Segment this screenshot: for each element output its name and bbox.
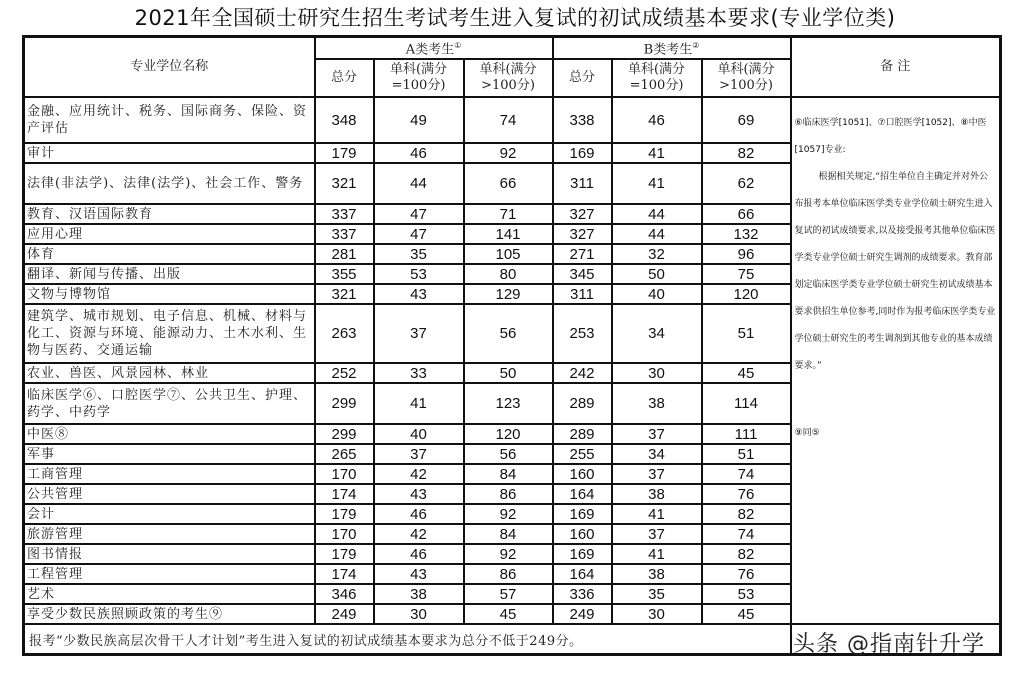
score-cell-a-s1: 49 (374, 97, 464, 143)
table-body (24, 97, 1001, 655)
score-cell-a-s2: 123 (464, 383, 553, 424)
score-cell-b-s2: 120 (702, 284, 791, 304)
score-cell-a-s1: 42 (374, 464, 464, 484)
score-cell-a-total: 321 (315, 163, 374, 204)
score-cell-b-s1: 34 (612, 304, 702, 363)
score-cell-b-s2: 74 (702, 524, 791, 544)
score-cell-a-s1: 35 (374, 244, 464, 264)
remarks-line-2: 根据相关规定,“招生单位自主确定并对外公布报考本单位临床医学类专业学位硕士研究生进入复试的初试成绩要求,以及接受报考其他单位临床医学类专业学位硕士研究生调剂的成绩要求。教育部划定临床医学类专业学位硕士研究生初试成绩基本要求供招生单位参考,同时作为报考临床医学类专业学位硕士研究生的考生调剂到其他专业的基本成绩要求。” (794, 172, 996, 372)
degree-name-cell: 农业、兽医、风景园林、林业 (24, 363, 315, 383)
score-cell-b-s2: 114 (702, 383, 791, 424)
score-cell-b-s2: 82 (702, 504, 791, 524)
score-cell-a-total: 321 (315, 284, 374, 304)
score-cell-b-s1: 40 (612, 284, 702, 304)
degree-name-cell: 法律(非法学)、法律(法学)、社会工作、警务 (24, 163, 315, 204)
score-cell-a-total: 179 (315, 504, 374, 524)
header-group-b: B类考生② (553, 37, 791, 60)
score-cell-a-total: 348 (315, 97, 374, 143)
score-cell-b-s1: 35 (612, 584, 702, 604)
score-cell-a-s1: 46 (374, 544, 464, 564)
score-cell-b-total: 311 (553, 284, 612, 304)
score-cell-a-total: 249 (315, 604, 374, 624)
score-cell-b-total: 160 (553, 464, 612, 484)
score-cell-b-s2: 53 (702, 584, 791, 604)
score-cell-b-total: 249 (553, 604, 612, 624)
degree-name-cell: 工商管理 (24, 464, 315, 484)
score-cell-a-s2: 105 (464, 244, 553, 264)
score-cell-a-s2: 141 (464, 224, 553, 244)
score-cell-a-s1: 46 (374, 143, 464, 163)
score-cell-a-total: 337 (315, 204, 374, 224)
score-cell-b-s1: 32 (612, 244, 702, 264)
header-a-single-100: 单科(满分=100分) (374, 59, 464, 97)
score-cell-a-total: 265 (315, 444, 374, 464)
degree-name-cell: 中医⑧ (24, 424, 315, 444)
remarks-cell (791, 97, 1001, 624)
score-cell-b-s1: 41 (612, 504, 702, 524)
degree-name-cell: 军事 (24, 444, 315, 464)
score-cell-b-total: 336 (553, 584, 612, 604)
score-cell-b-s1: 37 (612, 524, 702, 544)
degree-name-cell: 文物与博物馆 (24, 284, 315, 304)
degree-name-cell: 会计 (24, 504, 315, 524)
score-cell-a-total: 179 (315, 544, 374, 564)
score-cell-a-s2: 92 (464, 544, 553, 564)
score-cell-b-total: 160 (553, 524, 612, 544)
score-cell-a-s2: 86 (464, 564, 553, 584)
score-cell-b-total: 169 (553, 143, 612, 163)
score-cell-a-s2: 92 (464, 504, 553, 524)
score-cell-a-s2: 45 (464, 604, 553, 624)
score-cell-a-total: 281 (315, 244, 374, 264)
score-cell-a-s2: 56 (464, 444, 553, 464)
score-cell-a-total: 170 (315, 524, 374, 544)
degree-name-cell: 体育 (24, 244, 315, 264)
remarks-line-1: ⑥临床医学[1051]、⑦口腔医学[1052]、⑧中医[1057]专业: (794, 118, 987, 156)
score-cell-b-s2: 76 (702, 484, 791, 504)
degree-name-cell: 艺术 (24, 584, 315, 604)
header-group-a: A类考生① (315, 37, 553, 60)
score-cell-a-s1: 47 (374, 204, 464, 224)
score-cell-a-s2: 66 (464, 163, 553, 204)
score-cell-a-total: 263 (315, 304, 374, 363)
score-cell-b-total: 327 (553, 204, 612, 224)
score-cell-b-total: 345 (553, 264, 612, 284)
score-cell-a-total: 299 (315, 383, 374, 424)
header-remarks: 备 注 (791, 37, 1001, 98)
score-cell-a-s1: 33 (374, 363, 464, 383)
score-cell-b-total: 289 (553, 383, 612, 424)
degree-name-cell: 教育、汉语国际教育 (24, 204, 315, 224)
score-cell-b-s1: 44 (612, 204, 702, 224)
score-cell-b-total: 255 (553, 444, 612, 464)
score-cell-b-s1: 34 (612, 444, 702, 464)
score-cell-a-s2: 80 (464, 264, 553, 284)
score-cell-a-s1: 43 (374, 564, 464, 584)
degree-name-cell: 旅游管理 (24, 524, 315, 544)
score-cell-b-s2: 62 (702, 163, 791, 204)
score-cell-b-s2: 51 (702, 304, 791, 363)
score-cell-a-total: 337 (315, 224, 374, 244)
score-cell-a-s1: 38 (374, 584, 464, 604)
degree-name-cell: 翻译、新闻与传播、出版 (24, 264, 315, 284)
score-cell-a-total: 174 (315, 484, 374, 504)
score-cell-b-s2: 45 (702, 363, 791, 383)
score-cell-b-s2: 76 (702, 564, 791, 584)
score-cell-b-s1: 41 (612, 143, 702, 163)
score-cell-b-s1: 37 (612, 424, 702, 444)
score-cell-b-s2: 66 (702, 204, 791, 224)
degree-name-cell: 应用心理 (24, 224, 315, 244)
score-cell-b-s2: 96 (702, 244, 791, 264)
remarks-line-3: ⑨同⑤ (794, 428, 820, 439)
score-cell-a-s1: 53 (374, 264, 464, 284)
score-cell-b-s2: 82 (702, 143, 791, 163)
score-cell-a-s1: 30 (374, 604, 464, 624)
score-cell-b-total: 169 (553, 544, 612, 564)
header-a-total: 总分 (315, 59, 374, 97)
score-cell-b-s1: 30 (612, 604, 702, 624)
header-b-single-gt100: 单科(满分>100分) (702, 59, 791, 97)
score-cell-b-s1: 50 (612, 264, 702, 284)
score-cell-a-s2: 120 (464, 424, 553, 444)
score-cell-b-s2: 51 (702, 444, 791, 464)
degree-name-cell: 享受少数民族照顾政策的考生⑨ (24, 604, 315, 624)
page-title: 2021年全国硕士研究生招生考试考生进入复试的初试成绩基本要求(专业学位类) (134, 6, 896, 30)
score-cell-a-s1: 37 (374, 304, 464, 363)
score-cell-a-s2: 84 (464, 524, 553, 544)
score-cell-b-s2: 74 (702, 464, 791, 484)
degree-name-cell: 工程管理 (24, 564, 315, 584)
score-cell-b-s2: 75 (702, 264, 791, 284)
score-cell-a-s2: 71 (464, 204, 553, 224)
score-cell-b-total: 164 (553, 484, 612, 504)
header-name-col: 专业学位名称 (24, 37, 315, 98)
score-cell-a-s1: 41 (374, 383, 464, 424)
score-cell-b-s1: 46 (612, 97, 702, 143)
header-a-single-gt100: 单科(满分>100分) (464, 59, 553, 97)
score-cell-a-s1: 42 (374, 524, 464, 544)
degree-name-cell: 金融、应用统计、税务、国际商务、保险、资产评估 (24, 97, 315, 143)
score-cell-a-s2: 74 (464, 97, 553, 143)
score-cell-a-s1: 44 (374, 163, 464, 204)
degree-name-cell: 临床医学⑥、口腔医学⑦、公共卫生、护理、药学、中药学 (24, 383, 315, 424)
score-cell-b-s2: 69 (702, 97, 791, 143)
score-cell-b-s2: 45 (702, 604, 791, 624)
degree-name-cell: 公共管理 (24, 484, 315, 504)
score-cell-a-s1: 37 (374, 444, 464, 464)
score-cell-a-s1: 47 (374, 224, 464, 244)
degree-name-cell: 图书情报 (24, 544, 315, 564)
score-cell-b-s1: 38 (612, 383, 702, 424)
score-cell-b-total: 164 (553, 564, 612, 584)
score-cell-a-s2: 86 (464, 484, 553, 504)
score-cell-b-total: 338 (553, 97, 612, 143)
degree-name-cell: 审计 (24, 143, 315, 163)
score-cell-a-total: 174 (315, 564, 374, 584)
score-cell-b-s1: 44 (612, 224, 702, 244)
score-cell-b-s1: 41 (612, 163, 702, 204)
table-row (24, 97, 1001, 143)
score-cell-a-s2: 50 (464, 363, 553, 383)
header-b-total: 总分 (553, 59, 612, 97)
score-cell-b-s2: 111 (702, 424, 791, 444)
score-cell-a-s1: 46 (374, 504, 464, 524)
score-cell-a-total: 170 (315, 464, 374, 484)
score-cell-b-s2: 132 (702, 224, 791, 244)
score-table (22, 35, 1002, 656)
score-cell-a-total: 355 (315, 264, 374, 284)
score-cell-a-s2: 57 (464, 584, 553, 604)
score-cell-b-s1: 38 (612, 564, 702, 584)
score-cell-b-total: 169 (553, 504, 612, 524)
score-cell-b-total: 242 (553, 363, 612, 383)
score-cell-a-s1: 40 (374, 424, 464, 444)
header-b-single-100: 单科(满分=100分) (612, 59, 702, 97)
score-cell-a-total: 299 (315, 424, 374, 444)
score-cell-b-s1: 41 (612, 544, 702, 564)
score-cell-b-total: 289 (553, 424, 612, 444)
score-cell-a-s2: 92 (464, 143, 553, 163)
score-cell-a-s2: 129 (464, 284, 553, 304)
watermark: 头条 @指南针升学 (793, 632, 985, 657)
score-cell-a-s2: 56 (464, 304, 553, 363)
footer-note: 报考“少数民族高层次骨干人才计划”考生进入复试的初试成绩基本要求为总分不低于249分。 (24, 624, 791, 655)
score-cell-b-s1: 37 (612, 464, 702, 484)
score-cell-a-total: 252 (315, 363, 374, 383)
score-cell-a-s1: 43 (374, 284, 464, 304)
score-cell-a-s1: 43 (374, 484, 464, 504)
degree-name-cell: 建筑学、城市规划、电子信息、机械、材料与化工、资源与环境、能源动力、土木水利、生物与医药、交通运输 (24, 304, 315, 363)
score-cell-a-total: 346 (315, 584, 374, 604)
score-cell-b-total: 311 (553, 163, 612, 204)
score-cell-b-s1: 30 (612, 363, 702, 383)
score-cell-b-s2: 82 (702, 544, 791, 564)
score-cell-b-total: 327 (553, 224, 612, 244)
score-cell-a-s2: 84 (464, 464, 553, 484)
score-cell-b-total: 253 (553, 304, 612, 363)
score-cell-a-total: 179 (315, 143, 374, 163)
score-cell-b-total: 271 (553, 244, 612, 264)
score-cell-b-s1: 38 (612, 484, 702, 504)
